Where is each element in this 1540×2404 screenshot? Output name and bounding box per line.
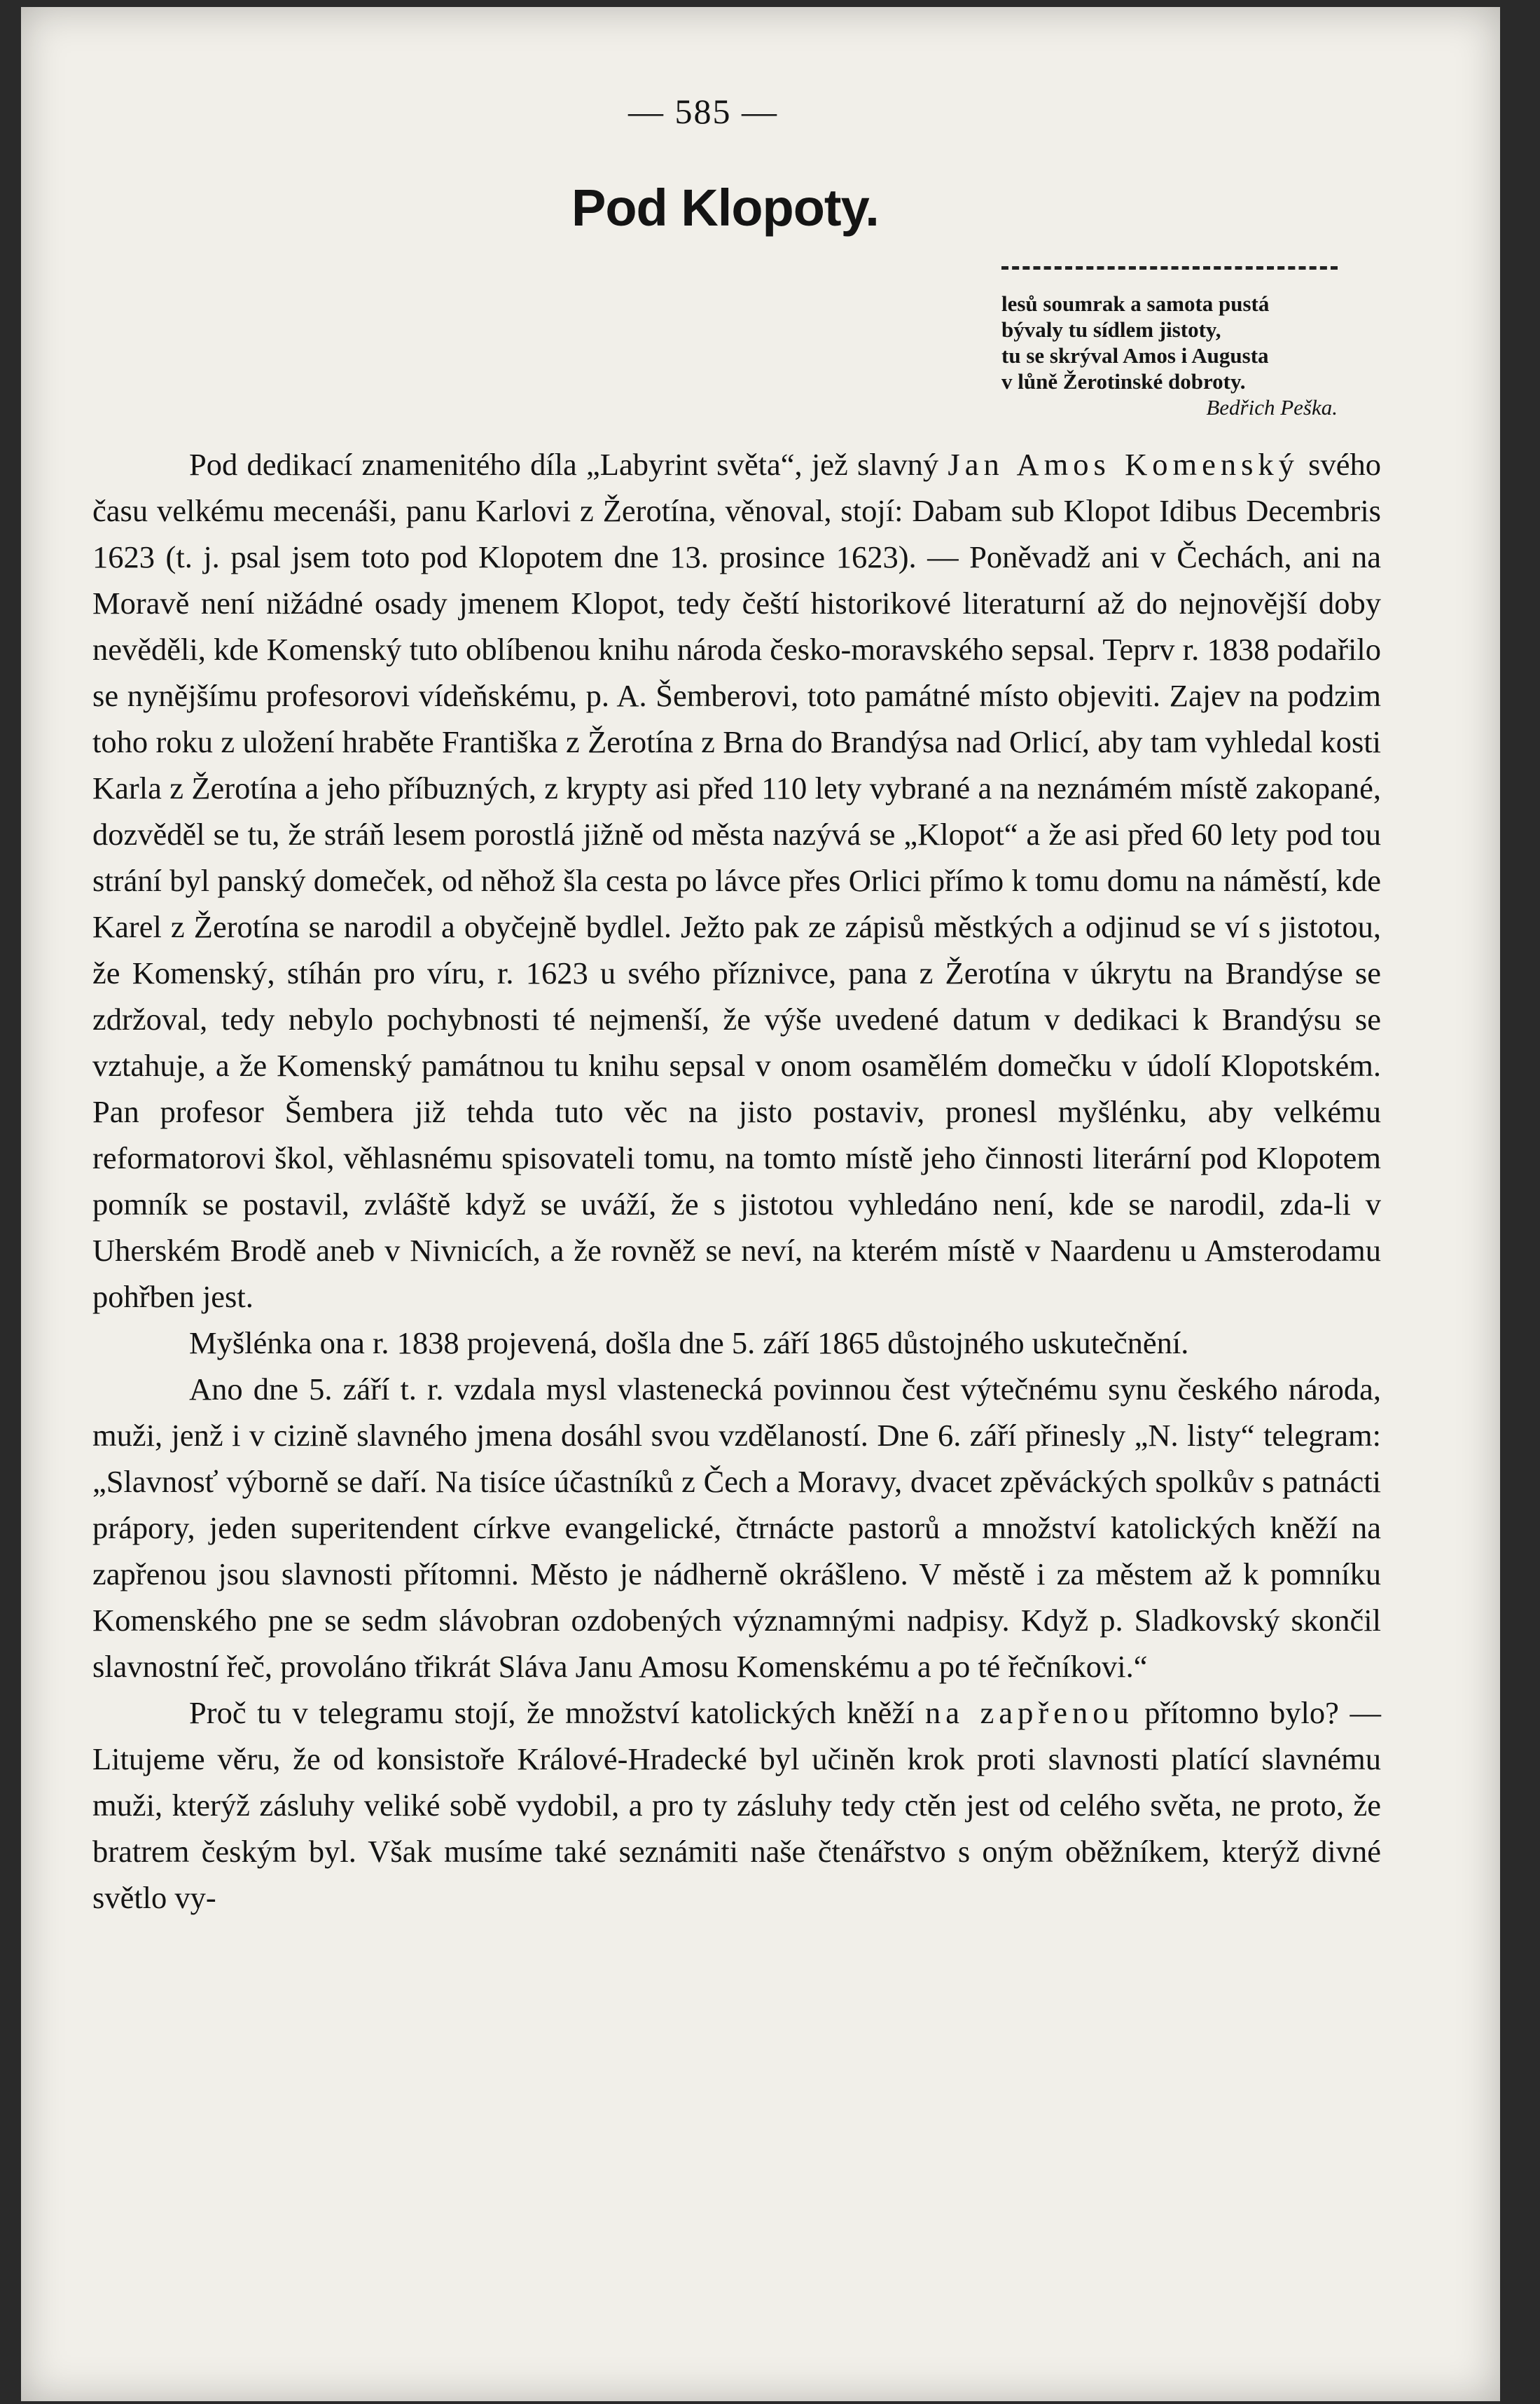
paragraph-text: Myšlénka ona r. 1838 projevená, došla dne 5. září 1865 důstojného uskutečnění. <box>189 1325 1189 1360</box>
author-name: Jan Amos Komenský <box>948 447 1299 482</box>
paragraph <box>92 1366 1381 1690</box>
page-number: — 585 — <box>628 92 778 131</box>
emphasis-text: na zapřenou <box>925 1695 1134 1730</box>
epigraph-line: v lůně Žerotinské dobroty. <box>1001 369 1246 394</box>
article-body <box>92 441 1381 1921</box>
epigraph-divider <box>1001 266 1338 270</box>
epigraph-line: lesů soumrak a samota pustá <box>1001 291 1270 316</box>
paragraph-text: přítomno bylo? — Litujeme věru, že od konsistoře Králové-Hradecké byl učiněn krok proti slavnosti platící slavnému muži, kterýž zásluhy veliké sobě vydobil, a pro ty zásluhy tedy ctěn jest od celého světa, ne proto, že bratrem českým byl. Však musíme také seznámiti naše čtenářstvo s oným oběžníkem, kterýž divné světlo vy- <box>92 1695 1381 1915</box>
paragraph-text: Ano dne 5. září t. r. vzdala mysl vlastenecká povinnou čest výtečnému synu českého národa, muži, jenž i v cizině slavného jmena dosáhl svou vzdělaností. Dne 6. září přinesly „N. listy“ telegram: „Slavnosť výborně se daří. Na tisíce účastníků z Čech a Moravy, dvacet zpěváckých spolkův s patnácti prápory, jeden superitendent církve evangelické, čtrnácte pastorů a množství katolických kněží na zapřenou jsou slavnosti přítomni. Město je nádherně okrášleno. V městě i za městem až k pomníku Komenského pne se sedm slávobran ozdobených významnými nadpisy. Když p. Sladkovský skončil slavnostní řeč, provoláno třikrát Sláva Janu Amosu Komenskému a po té řečníkovi.“ <box>92 1372 1381 1684</box>
epigraph-author: Bedřich Peška. <box>1206 395 1338 420</box>
paragraph-text: svého času velkému mecenáši, panu Karlovi z Žerotína, věnoval, stojí: Dabam sub Klopot Idibus Decembris 1623 (t. j. psal jsem toto pod Klopotem dne 13. prosince 1623). — Poněvadž ani v Čechách, ani na Moravě není nižádné osady jmenem Klopot, tedy čeští historikové literaturní až do nejnovější doby nevěděli, kde Komenský tuto oblíbenou knihu národa česko-moravského sepsal. Teprv r. 1838 podařilo se nynějšímu profesorovi vídeňskému, p. A. Šemberovi, toto památné místo objeviti. Zajev na podzim toho roku z uložení hraběte Františka z Žerotína z Brna do Brandýsa nad Orlicí, aby tam vyhledal kosti Karla z Žerotína a jeho příbuzných, z krypty asi před 110 lety vybrané a na neznámém místě zakopané, dozvěděl se tu, že stráň lesem porostlá jižně od města nazývá se „Klopot“ a že asi před 60 lety pod tou strání byl panský domeček, od něhož šla cesta po lávce přes Orlici přímo k tomu domu na náměstí, kde Karel z Žerotína se narodil a obyčejně bydlel. Ježto pak ze zápisů městkých a odjinud se ví s jistotou, že Komenský, stíhán pro víru, r. 1623 u svého příznivce, pana z Žerotína v úkrytu na Brandýse se zdržoval, tedy nebylo pochybnosti té nejmenší, že výše uvedené datum v dedikaci k Brandýsu se vztahuje, a že Komenský památnou tu knihu sepsal v onom osamělém domečku v údolí Klopotském. Pan profesor Šembera již tehda tuto věc na jisto postaviv, pronesl myšlénku, aby velkému reformatorovi škol, věhlasnému spisovateli tomu, na tomto místě jeho činnosti literární pod Klopotem pomník se postavil, zvláště když se uváží, že s jistotou vyhledáno není, kde se narodil, zda-li v Uherském Brodě aneb v Nivnicích, a že rovněž se neví, na kterém místě v Naardenu u Amsterodamu pohřben jest. <box>92 447 1381 1314</box>
paragraph-text: Proč tu v telegramu stojí, že množství katolických kněží <box>189 1695 926 1730</box>
epigraph-line: bývaly tu sídlem jistoty, <box>1001 317 1221 342</box>
page <box>21 7 1500 2401</box>
paragraph <box>92 1690 1381 1921</box>
paragraph <box>92 441 1381 1320</box>
paragraph-text: Pod dedikací znamenitého díla „Labyrint světa“, jež slavný <box>189 447 948 482</box>
paragraph <box>92 1320 1381 1366</box>
article-title: Pod Klopoty. <box>571 179 879 237</box>
epigraph-line: tu se skrýval Amos i Augusta <box>1001 343 1269 368</box>
epigraph <box>1001 266 1366 420</box>
